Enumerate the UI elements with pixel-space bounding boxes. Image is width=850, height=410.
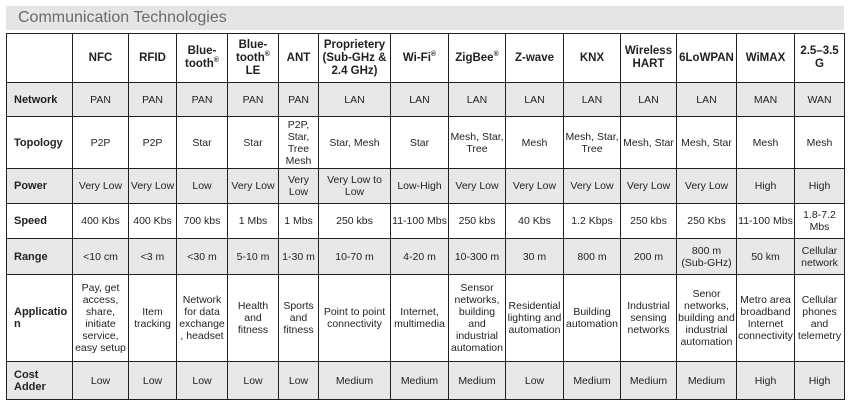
table-cell: PAN (73, 83, 129, 117)
table-cell: Senor networks, building and industrial automation (677, 275, 737, 362)
registered-mark: ® (493, 50, 499, 58)
table-cell: Low (177, 169, 228, 204)
row-header: Application (7, 275, 73, 362)
table-cell: 1.2 Kbps (564, 204, 621, 239)
table-cell: Low-High (391, 169, 449, 204)
corner-cell (7, 34, 73, 83)
column-header (449, 34, 506, 83)
table-row-range (7, 239, 845, 275)
table-cell: 50 km (737, 239, 795, 275)
table-cell: WAN (795, 83, 845, 117)
table-cell: Mesh, Star (621, 117, 677, 169)
column-header (391, 34, 449, 83)
table-cell: <30 m (177, 239, 228, 275)
table-cell: 200 m (621, 239, 677, 275)
table-cell: Mesh (506, 117, 564, 169)
table-cell: Network for data exchange, headset (177, 275, 228, 362)
table-cell: 10-300 m (449, 239, 506, 275)
table-cell: Sensor networks, building and industrial automation (449, 275, 506, 362)
column-header-label: Wi-Fi (402, 51, 431, 64)
column-header (279, 34, 319, 83)
table-cell: LAN (449, 83, 506, 117)
table-cell: Very Low (228, 169, 279, 204)
table-cell: 800 m (564, 239, 621, 275)
table-cell: PAN (279, 83, 319, 117)
table-cell: 11-100 Mbs (737, 204, 795, 239)
table-cell: PAN (129, 83, 177, 117)
table-cell: LAN (677, 83, 737, 117)
table-cell: 250 Kbs (677, 204, 737, 239)
table-cell: Mesh, Star, Tree (564, 117, 621, 169)
table-cell: P2P (73, 117, 129, 169)
table-cell: 1-30 m (279, 239, 319, 275)
table-cell: Cellular network (795, 239, 845, 275)
table-cell: Medium (621, 362, 677, 400)
table-cell: Low (506, 362, 564, 400)
table-cell: 11-100 Mbs (391, 204, 449, 239)
table-cell: LAN (621, 83, 677, 117)
row-header: Power (7, 169, 73, 204)
table-row-speed (7, 204, 845, 239)
registered-mark: ® (430, 50, 437, 58)
column-header (319, 34, 391, 83)
table-cell: Very Low (506, 169, 564, 204)
column-header (228, 34, 279, 83)
table-cell: Very Low (73, 169, 129, 204)
table-cell: Very Low to Low (319, 169, 391, 204)
table-cell: Mesh (795, 117, 845, 169)
table-cell: LAN (564, 83, 621, 117)
table-cell: Internet, multimedia (391, 275, 449, 362)
column-header-label: 6LoWPAN (679, 51, 734, 64)
table-cell: Pay, get access, share, initiate service, easy setup (73, 275, 129, 362)
table-cell: Star (228, 117, 279, 169)
table-cell: <10 cm (73, 239, 129, 275)
column-header-label: Blue-tooth (185, 45, 217, 70)
column-header (564, 34, 621, 83)
table-cell: 250 kbs (319, 204, 391, 239)
table-cell: LAN (506, 83, 564, 117)
table-row-network (7, 83, 845, 117)
header-row (7, 34, 845, 83)
table-cell: 10-70 m (319, 239, 391, 275)
table-cell: High (737, 169, 795, 204)
column-header-label: Wireless HART (624, 45, 673, 70)
table-cell: Low (73, 362, 129, 400)
table-cell: Cellular phones and telemetry (795, 275, 845, 362)
table-cell: Medium (564, 362, 621, 400)
column-header (621, 34, 677, 83)
column-header-label: WiMAX (745, 51, 786, 64)
table-row-application (7, 275, 845, 362)
table-row-topology (7, 117, 845, 169)
column-header (795, 34, 845, 83)
registered-mark: ® (213, 57, 219, 65)
column-header (73, 34, 129, 83)
table-cell: High (737, 362, 795, 400)
column-header (677, 34, 737, 83)
table-cell: 400 Kbs (73, 204, 129, 239)
table-cell: MAN (737, 83, 795, 117)
column-header-label: 2.5–3.5 G (800, 45, 839, 70)
table-cell: Sports and fitness (279, 275, 319, 362)
table-cell: 250 kbs (621, 204, 677, 239)
table-cell: Low (279, 362, 319, 400)
table-cell: Low (228, 362, 279, 400)
table-cell: 400 Kbs (129, 204, 177, 239)
column-header (177, 34, 228, 83)
table-cell: Building automation (564, 275, 621, 362)
table-cell: Star (391, 117, 449, 169)
table-cell: Very Low (621, 169, 677, 204)
table-cell: Very Low (564, 169, 621, 204)
comparison-table (6, 33, 845, 400)
table-cell: 800 m (Sub-GHz) (677, 239, 737, 275)
column-header-label: ANT (286, 51, 311, 64)
table-cell: Low (129, 362, 177, 400)
column-header-label: NFC (88, 51, 113, 64)
table-cell: Star, Mesh (319, 117, 391, 169)
row-header: Topology (7, 117, 73, 169)
table-cell: 1 Mbs (279, 204, 319, 239)
table-cell: Mesh, Star, Tree (449, 117, 506, 169)
table-cell: 1.8-7.2 Mbs (795, 204, 845, 239)
table-cell: Star (177, 117, 228, 169)
table-cell: PAN (177, 83, 228, 117)
row-header: Network (7, 83, 73, 117)
page-title: Communication Technologies (18, 9, 227, 26)
table-cell: Mesh (737, 117, 795, 169)
registered-mark: ® (264, 50, 270, 58)
table-cell: P2P (129, 117, 177, 169)
column-header-suffix: LE (245, 64, 261, 77)
table-cell: Medium (319, 362, 391, 400)
table-cell: Mesh, Star (677, 117, 737, 169)
table-cell: Very Low (129, 169, 177, 204)
table-cell: High (795, 362, 845, 400)
table-cell: P2P, Star, Tree Mesh (279, 117, 319, 169)
table-cell: Item tracking (129, 275, 177, 362)
table-cell: LAN (391, 83, 449, 117)
row-header: Speed (7, 204, 73, 239)
column-header-label: ZigBee (455, 51, 494, 64)
table-cell: 4-20 m (391, 239, 449, 275)
table-cell: Medium (449, 362, 506, 400)
table-cell: Very Low (677, 169, 737, 204)
table-cell: Very Low (449, 169, 506, 204)
column-header (506, 34, 564, 83)
table-cell: 30 m (506, 239, 564, 275)
table-cell: Health and fitness (228, 275, 279, 362)
column-header-label: RFID (139, 51, 166, 64)
table-cell: Industrial sensing networks (621, 275, 677, 362)
row-header: Range (7, 239, 73, 275)
table-cell: High (795, 169, 845, 204)
table-cell: Very Low (279, 169, 319, 204)
table-cell: Metro area broadband Internet connectivity (737, 275, 795, 362)
row-header: Cost Adder (7, 362, 73, 400)
column-header-label: Z-wave (515, 51, 554, 64)
column-header-label: KNX (579, 51, 605, 64)
column-header-label: Blue-tooth (236, 38, 268, 64)
table-cell: 250 kbs (449, 204, 506, 239)
table-cell: Medium (677, 362, 737, 400)
table-cell: 1 Mbs (228, 204, 279, 239)
column-header-label: Proprietery (Sub-GHz & 2.4 GHz) (322, 38, 387, 77)
table-cell: Low (177, 362, 228, 400)
table-cell: 40 Kbs (506, 204, 564, 239)
table-cell: 5-10 m (228, 239, 279, 275)
table-cell: 700 kbs (177, 204, 228, 239)
table-row-cost-adder (7, 362, 845, 400)
title-bar (6, 6, 844, 30)
table-cell: Point to point connectivity (319, 275, 391, 362)
table-cell: LAN (319, 83, 391, 117)
table-cell: Residential lighting and automation (506, 275, 564, 362)
column-header (737, 34, 795, 83)
table-cell: <3 m (129, 239, 177, 275)
column-header (129, 34, 177, 83)
table-row-power (7, 169, 845, 204)
table-cell: Medium (391, 362, 449, 400)
table-cell: PAN (228, 83, 279, 117)
